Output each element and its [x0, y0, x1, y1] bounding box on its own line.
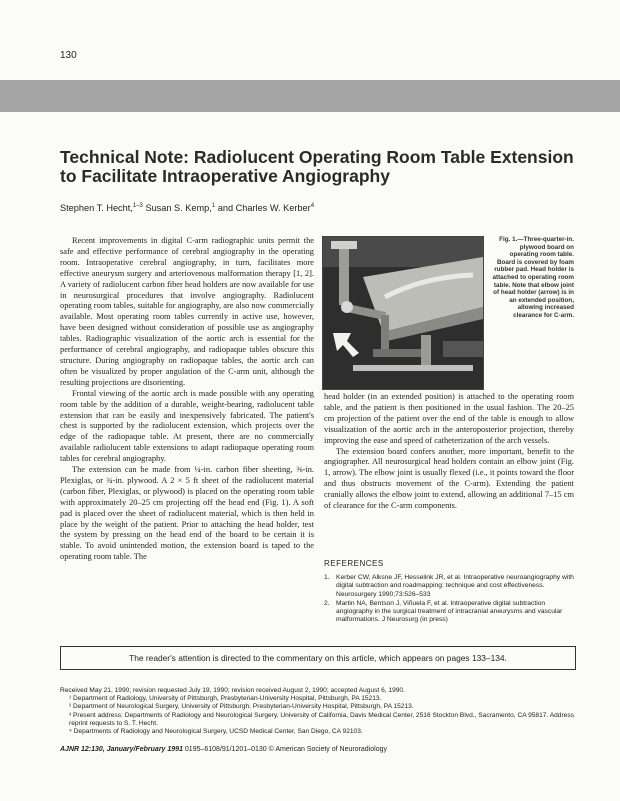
header-band	[0, 80, 620, 112]
reference-number: 1.	[324, 574, 330, 581]
author-name: and Charles W. Kerber	[215, 203, 311, 214]
figure-caption: Fig. 1.—Three-quarter-in. plywood board on operating room table. Board is covered by foam rubber pad. Head holder is attached to operating room table. Note that elbow joint of head holder (arrow) is in an extended position, allowing increased clearance for C-arm.	[492, 236, 574, 319]
figure-photo	[322, 236, 484, 390]
reference-item	[324, 574, 574, 599]
author-affiliation-mark: 1	[211, 203, 216, 209]
commentary-notice: The reader's attention is directed to the commentary on this article, which appears on pages 133–134.	[60, 646, 576, 670]
reference-item	[324, 600, 574, 625]
left-column	[60, 236, 314, 563]
right-column	[324, 392, 574, 512]
author-affiliation-mark: 4	[310, 203, 315, 209]
affiliation: ³ Present address: Departments of Radiology and Neurological Surgery, University of California, Davis Medical Center, 2516 Stockton Blvd., Sacramento, CA 95817. Address reprint requests to S. T. Hecht.	[69, 711, 574, 727]
body-paragraph: The extension board confers another, more important, benefit to the angiographer. All neurosurgical head holders contain an elbow joint (Fig. 1, arrow). The elbow joint is usually flexed (i.e., it points toward the floor and thus obstructs movement of the C-arm). Extending the patient cranially allows the elbow joint to extend, allowing an additional 7–15 cm of clearance for the C-arm components.	[324, 446, 574, 511]
affiliation: ¹ Department of Radiology, University of Pittsburgh, Presbyterian-University Hospital, Pittsburgh, PA 15213.	[69, 695, 382, 703]
operating-table-photo	[323, 237, 483, 389]
journal-issn: 0195–6108/91/1201–0130 © American Society of Neuroradiology	[182, 746, 387, 753]
author-name: Susan S. Kemp,	[142, 203, 212, 214]
author-line	[60, 203, 314, 213]
body-paragraph: Recent improvements in digital C-arm radiographic units permit the safe and effective performance of cerebral angiography in the operating room. Intraoperative cerebral angiography, in turn, facilitates more effective aneurysm surgery and arteriovenous malformation therapy [1, 2]. A variety of radiolucent carbon fiber head holders are now available for use in neurosurgical procedures that involve angiography. Radiolucent operating room tables, suitable for angiography, are also now commercially available. Most operating room tables currently in active use, however, have been designed without consideration of possible use as angiography tables. Radiographic visualization of the aortic arch is essential for the performance of cerebral angiography, and radiopaque tables obscure this structure. During angiography on radiopaque tables, the aortic arch can often be visualized by proper angulation of the C-arm unit, although the resulting projections are disorienting.	[60, 236, 314, 387]
article-title: Technical Note: Radiolucent Operating Room Table Extension to Facilitate Intraoperative Angiography	[60, 147, 574, 186]
journal-citation	[60, 746, 387, 753]
affiliation: ² Department of Neurological Surgery, University of Pittsburgh, Presbyterian-University Hospital, Pittsburgh, PA 15213.	[69, 703, 414, 711]
reference-text: Martin NA, Bentson J, Viñuela F, et al. Intraoperative digital subtraction angiography in the surgical treatment of intracranial aneurysms and vascular malformations. J Neurosurg (in press)	[336, 599, 563, 624]
footnotes	[60, 687, 574, 736]
body-paragraph: Frontal viewing of the aortic arch is made possible with any operating room table by the addition of a durable, weight-bearing, radiolucent table extension that can be easily and inexpensively fabricated. The patient's chest is supported by the radiolucent extension, which projects over the edge of the radiopaque table. At present, there are no commercially available radiolucent table extensions to adapt radiopaque operating room tables for cerebral angiography.	[60, 388, 314, 464]
reference-text: Kerber CW, Alksne JF, Hesselink JR, et al. Intraoperative neuroangiography with digital subtraction and roadmapping: technique and cost effectiveness. Neurosurgery 1990;73:526–533	[336, 574, 574, 598]
received-dates: Received May 21, 1990; revision requested July 19, 1990; revision received August 2, 1990; accepted August 6, 1990.	[60, 687, 405, 694]
references-list	[324, 574, 574, 626]
references-heading: REFERENCES	[324, 559, 384, 568]
body-paragraph: The extension can be made from ¼-in. carbon fiber sheeting, ⅜-in. Plexiglas, or ¾-in. plywood. A 2 × 5 ft sheet of the radiolucent material (carbon fiber, Plexiglas, or plywood) is placed on the operating room table with approximately 20–25 cm projecting off the head end (Fig. 1). A soft pad is placed over the sheet of radiolucent material, which is then held in place by the weight of the patient. Prior to attaching the head holder, test the system by pressing on the head end of the board to be certain it is stable. To avoid unintended motion, the extension board is taped to the operating room table. The	[60, 465, 314, 562]
journal-name: AJNR 12:130, January/February 1991	[60, 746, 183, 753]
reference-number: 2.	[324, 599, 330, 607]
body-paragraph: head holder (in an extended position) is attached to the operating room table, and the patient is then positioned in the usual fashion. The 20–25 cm projection of the patient over the end of the table is enough to allow visualization of the aortic arch in the anteroposterior projection, thereby improving the ease and speed of catheterization of the arch vessels.	[324, 392, 574, 445]
affiliation: ⁴ Departments of Radiology and Neurological Surgery, UCSD Medical Center, San Diego, CA 92103.	[69, 728, 363, 736]
author-name: Stephen T. Hecht,	[60, 203, 133, 214]
page-number: 130	[60, 50, 77, 61]
author-affiliation-mark: 1–3	[132, 203, 143, 209]
